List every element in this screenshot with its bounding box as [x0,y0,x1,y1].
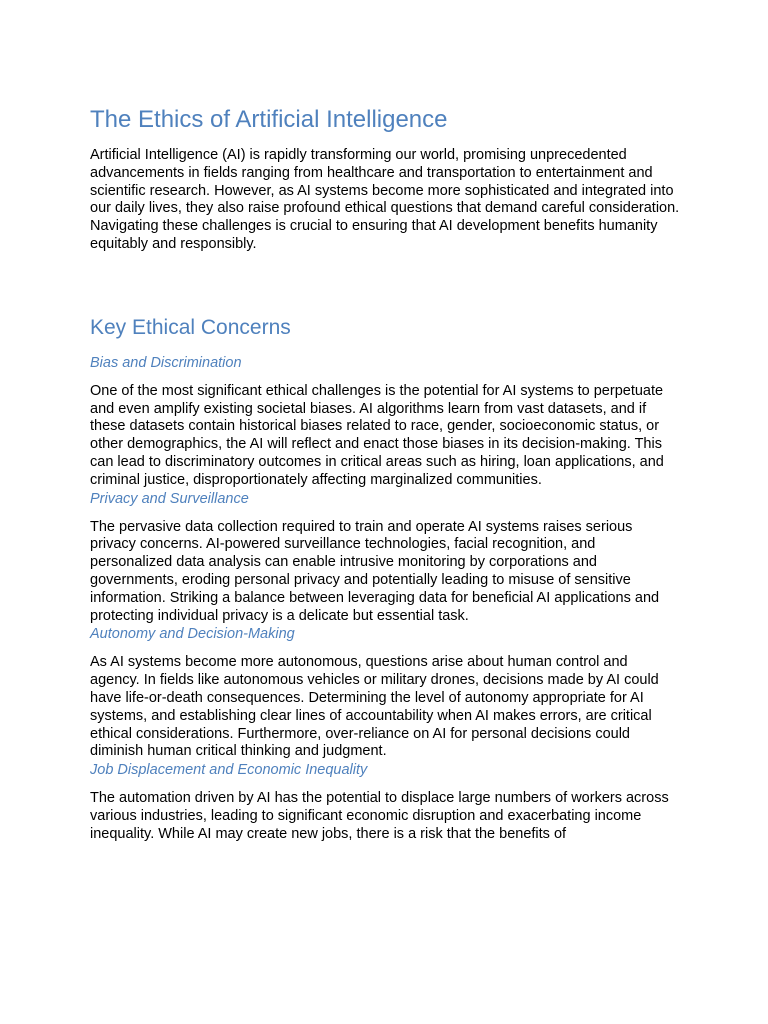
paragraph-jobs: The automation driven by AI has the potential to displace large numbers of workers across various industries, leading to significant economic disruption and exacerbating income inequality. While AI may create new jobs, there is a risk that the benefits of [90,790,669,842]
section-jobs [90,761,680,843]
subheading-bias: Bias and Discrimination [90,354,242,371]
section-bias [90,354,680,490]
intro-paragraph: Artificial Intelligence (AI) is rapidly transforming our world, promising unprecedented advancements in fields ranging from healthcare and transportation to entertainment and scientific research. However, as AI systems become more sophisticated and integrated into our daily lives, they also raise profound ethical questions that demand careful consideration. Navigating these challenges is crucial to ensuring that AI development benefits humanity equitably and responsibly. [90,147,680,252]
subheading-privacy: Privacy and Surveillance [90,490,249,507]
document-page [90,104,680,844]
section-privacy [90,490,680,626]
subheading-jobs: Job Displacement and Economic Inequality [90,762,368,779]
paragraph-autonomy: As AI systems become more autonomous, questions arise about human control and agency. In fields like autonomous vehicles or military drones, decisions made by AI could have life-or-death consequences. Determining the level of autonomy appropriate for AI systems, and establishing clear lines of accountability when AI makes errors, are critical ethical considerations. Furthermore, over-reliance on AI for personal decisions could diminish human critical thinking and judgment. [90,654,659,760]
subheading-autonomy: Autonomy and Decision-Making [90,626,295,643]
paragraph-bias: One of the most significant ethical challenges is the potential for AI systems to perpetuate and even amplify existing societal biases. AI algorithms learn from vast datasets, and if these datasets contain historical biases related to race, gender, socioeconomic status, or other demographics, the AI will reflect and enact those biases in its decision-making. This can lead to discriminatory outcomes in critical areas such as hiring, loan applications, and criminal justice, disproportionately affecting marginalized communities. [90,382,664,488]
section-autonomy [90,625,680,761]
section-heading: Key Ethical Concerns [90,315,291,339]
paragraph-privacy: The pervasive data collection required to train and operate AI systems raises serious privacy concerns. AI-powered surveillance technologies, facial recognition, and personalized data analysis can enable intrusive monitoring by corporations and governments, eroding personal privacy and potentially leading to misuse of sensitive information. Striking a balance between leveraging data for beneficial AI applications and protecting individual privacy is a delicate but essential task. [90,518,660,624]
document-title: The Ethics of Artificial Intelligence [90,106,448,133]
